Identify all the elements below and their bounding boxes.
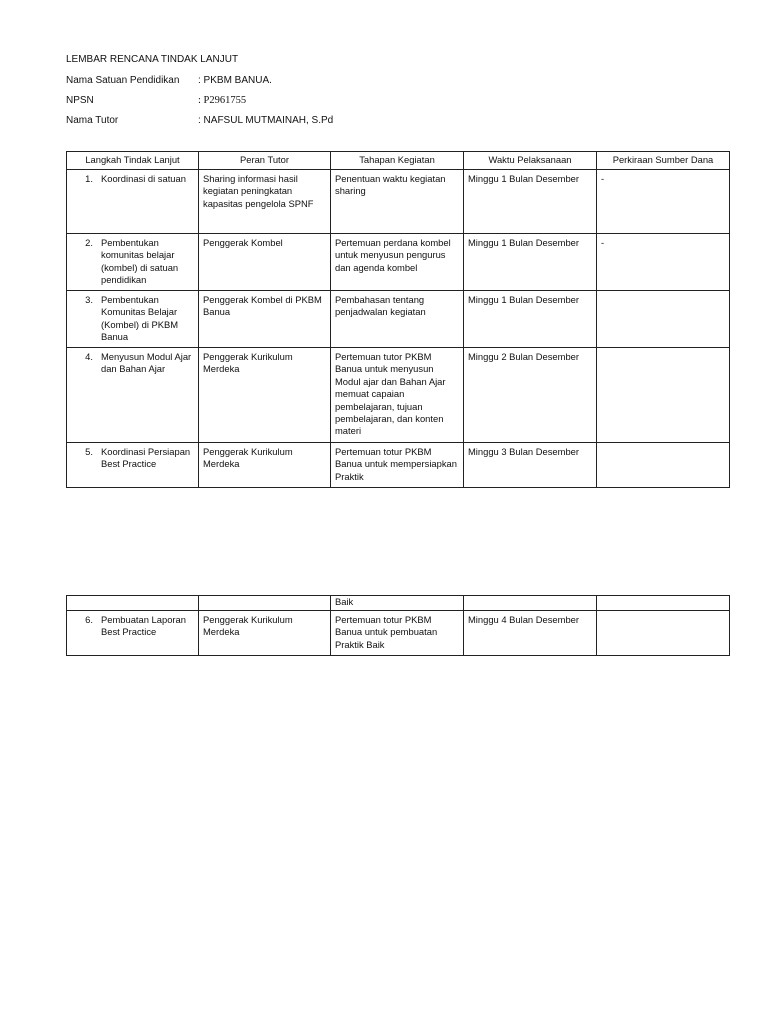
plan-table-continued [66,595,730,656]
plan-table [66,151,730,488]
fund-cell [597,443,730,488]
step-number: 5. [85,446,93,457]
meta-value: : PKBM BANUA. [198,75,272,86]
role-cell: Penggerak Kombel [199,234,331,291]
time-cell: Minggu 1 Bulan Desember [464,170,597,234]
activity-cell: Pertemuan tutor PKBM Banua untuk menyusun Modul ajar dan Bahan Ajar memuat capaian pembelajaran, tujuan pembelajaran, dan konten materi [331,348,464,443]
role-cell: Penggerak Kurikulum Merdeka [199,348,331,443]
table-row [67,170,730,234]
role-cell: Sharing informasi hasil kegiatan peningkatan kapasitas pengelola SPNF [199,170,331,234]
activity-cell: Baik [331,596,464,611]
step-text: Koordinasi Persiapan Best Practice [101,446,191,470]
step-cell [67,234,199,291]
role-cell: Penggerak Kurikulum Merdeka [199,611,331,656]
meta-label: Nama Tutor [66,115,119,126]
step-number: 4. [85,351,93,362]
step-number: 6. [85,614,93,625]
step-cell [67,348,199,443]
step-number: 3. [85,294,93,305]
meta-row-tutor [66,115,333,126]
meta-row-npsn [66,95,246,106]
step-text: Pembuatan Laporan Best Practice [101,614,186,638]
meta-label: Nama Satuan Pendidikan [66,75,180,86]
time-cell: Minggu 3 Bulan Desember [464,443,597,488]
step-cell [67,596,199,611]
step-cell [67,443,199,488]
fund-cell [597,348,730,443]
role-cell: Penggerak Kurikulum Merdeka [199,443,331,488]
activity-cell: Pertemuan perdana kombel untuk menyusun pengurus dan agenda kombel [331,234,464,291]
role-cell [199,596,331,611]
activity-cell: Penentuan waktu kegiatan sharing [331,170,464,234]
fund-cell [597,596,730,611]
step-cell [67,170,199,234]
meta-row-school [66,75,272,86]
continuation-row [67,596,730,611]
meta-label: NPSN [66,95,94,106]
meta-value: : P2961755 [198,95,247,106]
fund-cell [597,291,730,348]
step-cell [67,291,199,348]
step-number: 2. [85,237,93,248]
header-cell: Perkiraan Sumber Dana [597,152,730,170]
table-row [67,443,730,488]
time-cell [464,596,597,611]
header-cell: Langkah Tindak Lanjut [67,152,199,170]
activity-cell: Pertemuan totur PKBM Banua untuk mempersiapkan Praktik [331,443,464,488]
step-text: Menyusun Modul Ajar dan Bahan Ajar [101,351,192,375]
step-text: Koordinasi di satuan [101,173,186,184]
header-cell: Waktu Pelaksanaan [464,152,597,170]
time-cell: Minggu 2 Bulan Desember [464,348,597,443]
table-header-row [67,152,730,170]
step-text: Pembentukan Komunitas Belajar (Kombel) di PKBM Banua [101,294,179,343]
fund-cell: - [597,170,730,234]
fund-cell [597,611,730,656]
table-row [67,611,730,656]
document-title: LEMBAR RENCANA TINDAK LANJUT [66,54,239,65]
activity-cell: Pertemuan totur PKBM Banua untuk pembuatan Praktik Baik [331,611,464,656]
meta-value: : NAFSUL MUTMAINAH, S.Pd [198,115,334,126]
role-cell: Penggerak Kombel di PKBM Banua [199,291,331,348]
step-number: 1. [85,173,93,184]
header-cell: Peran Tutor [199,152,331,170]
table-row [67,234,730,291]
table-row [67,348,730,443]
header-cell: Tahapan Kegiatan [331,152,464,170]
time-cell: Minggu 4 Bulan Desember [464,611,597,656]
time-cell: Minggu 1 Bulan Desember [464,234,597,291]
time-cell: Minggu 1 Bulan Desember [464,291,597,348]
step-text: Pembentukan komunitas belajar (kombel) di satuan pendidikan [101,237,179,286]
fund-cell: - [597,234,730,291]
step-cell [67,611,199,656]
table-row [67,291,730,348]
activity-cell: Pembahasan tentang penjadwalan kegiatan [331,291,464,348]
